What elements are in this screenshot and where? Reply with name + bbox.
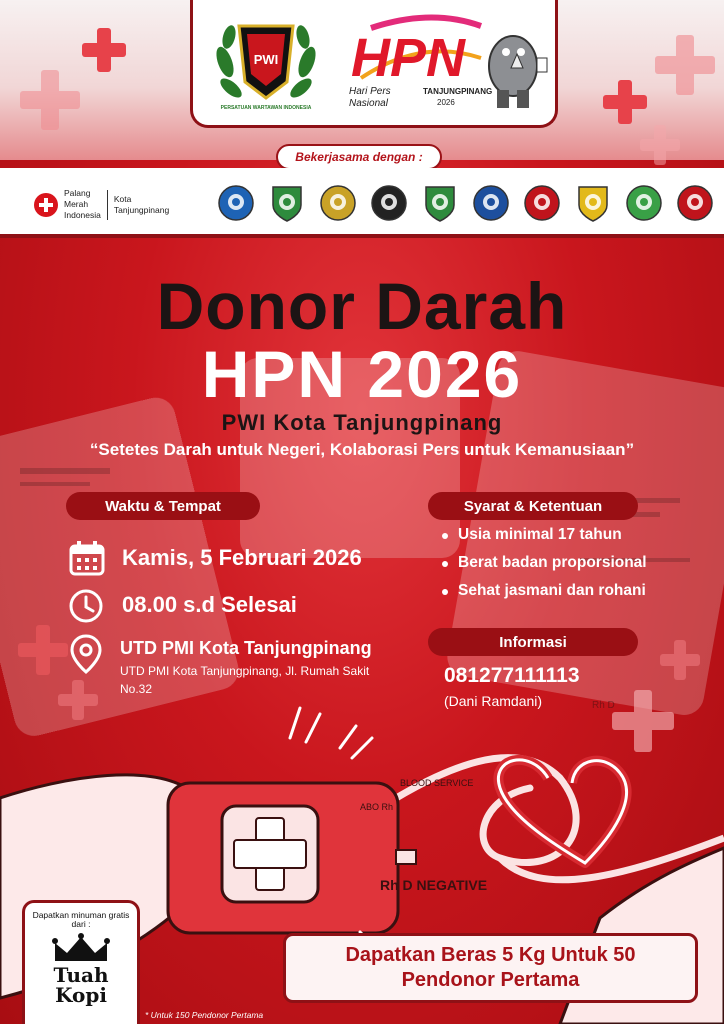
- requirement-item: Usia minimal 17 tahun: [440, 526, 710, 554]
- red-cross-decoration-icon: [612, 690, 674, 752]
- requirement-item: Sehat jasmani dan rohani: [440, 582, 710, 610]
- regency-seal-icon: [420, 183, 460, 223]
- requirements-heading: Syarat & Ketentuan: [428, 492, 638, 520]
- partners-label: Bekerjasama dengan :: [276, 144, 442, 170]
- clock-icon: [68, 588, 104, 624]
- hpn-logo-year: 2026: [437, 98, 455, 107]
- port-seal-icon: [522, 183, 562, 223]
- hpn-logo-city: TANJUNGPINANG: [423, 87, 493, 96]
- organizer: PWI Kota Tanjungpinang: [221, 410, 503, 435]
- red-cross-decoration-icon: [18, 625, 68, 675]
- info-heading: Informasi: [428, 628, 638, 656]
- bag-label-rh-d: Rh D: [592, 700, 615, 711]
- hpn-2026-logo: [341, 8, 551, 116]
- kota-line-1: Kota: [113, 193, 132, 204]
- pwi-logo-text: PERSATUAN WARTAWAN INDONESIA: [220, 105, 312, 111]
- red-cross-decoration-icon: [58, 680, 98, 720]
- pwi-logo-initials: PWI: [253, 52, 279, 67]
- bag-label-blood-service: BLOOD SERVICE: [400, 778, 474, 788]
- sponsor-card: [22, 900, 140, 1024]
- rhino-mascot-icon: [489, 36, 547, 108]
- pmi-name: [64, 188, 101, 221]
- event-title-line2: HPN 2026: [201, 337, 523, 411]
- promo-line1: Dapatkan Beras 5 Kg Untuk 50: [345, 944, 636, 966]
- red-cross-decoration-icon: [82, 28, 126, 72]
- calendar-icon: [68, 540, 106, 576]
- kota-name: [114, 194, 169, 216]
- crown-icon: [51, 933, 111, 965]
- navy-shield-icon: [471, 183, 511, 223]
- red-cross-decoration-icon: [640, 125, 680, 165]
- schedule-heading: Waktu & Tempat: [66, 492, 260, 520]
- heart-pulse-icon: [675, 183, 715, 223]
- event-time: 08.00 s.d Selesai: [122, 592, 297, 617]
- event-title-line1: Donor Darah: [156, 269, 568, 343]
- header-logo-card: [190, 0, 558, 128]
- emblem-green-icon: [624, 183, 664, 223]
- hpn-logo-mark: HPN: [351, 28, 466, 88]
- red-cross-decoration-icon: [20, 70, 80, 130]
- pwi-logo: [211, 12, 321, 112]
- event-venue: UTD PMI Kota Tanjungpinang: [120, 638, 372, 658]
- red-cross-decoration-icon: [603, 80, 647, 124]
- red-cross-decoration-icon: [660, 640, 700, 680]
- sponsor-footnote: * Untuk 150 Pendonor Pertama: [145, 1010, 264, 1020]
- pmi-line-1: Palang: [64, 188, 91, 198]
- location-pin-icon: [70, 634, 102, 674]
- hpn-logo-line2: Nasional: [349, 98, 388, 109]
- city-seal-icon: [267, 183, 307, 223]
- promo-banner: [283, 933, 698, 1003]
- contact-phone: 081277111113: [444, 664, 580, 687]
- police-seal-icon: [369, 183, 409, 223]
- provincial-seal-icon: [216, 183, 256, 223]
- promo-line2: Pendonor Pertama: [401, 969, 580, 991]
- bag-label-rh-negative: Rh D NEGATIVE: [380, 877, 488, 893]
- pmi-logo: [34, 188, 169, 221]
- sponsor-brand-line2: Kopi: [55, 983, 107, 1007]
- tagline: “Setetes Darah untuk Negeri, Kolaborasi Pers untuk Kemanusiaan”: [89, 440, 635, 459]
- red-cross-decoration-icon: [655, 35, 715, 95]
- contact-name: (Dani Ramdani): [444, 693, 543, 709]
- sponsor-brand-line1: Tuah: [53, 963, 109, 987]
- hpn-logo-line1: Hari Pers: [349, 86, 391, 97]
- divider: [107, 190, 108, 220]
- event-address: UTD PMI Kota Tanjungpinang, Jl. Rumah Sakit No.32: [120, 664, 370, 696]
- requirement-item: Berat badan proporsional: [440, 554, 710, 582]
- pmi-cross-icon: [34, 193, 58, 217]
- dpdb-seal-icon: [318, 183, 358, 223]
- requirements-list: [440, 526, 710, 610]
- sponsor-label: Dapatkan minuman gratis dari :: [32, 910, 130, 929]
- kota-line-2: Tanjungpinang: [113, 204, 170, 215]
- bag-label-abo: ABO Rh: [360, 802, 394, 812]
- emblem-yellow-icon: [573, 183, 613, 223]
- pmi-line-2: Merah: [64, 199, 89, 209]
- partner-logo-strip: [0, 168, 724, 238]
- pmi-line-3: Indonesia: [64, 210, 101, 220]
- event-date: Kamis, 5 Februari 2026: [122, 545, 362, 570]
